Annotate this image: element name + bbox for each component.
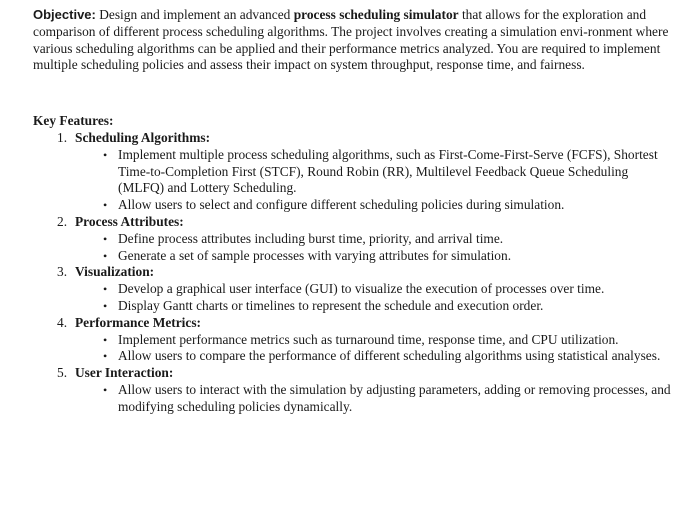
bullet-text: Display Gantt charts or timelines to represent the schedule and execution order. xyxy=(118,297,544,313)
feature-number: 4. xyxy=(57,314,68,330)
feature-name: Visualization: xyxy=(75,264,155,280)
objective-text-start: Design and implement an advanced xyxy=(95,7,294,22)
bullet-icon: • xyxy=(103,382,108,397)
bullet-list xyxy=(57,382,677,416)
feature-item xyxy=(57,130,677,214)
feature-number: 2. xyxy=(57,213,68,229)
bullet-item xyxy=(103,281,677,298)
bullet-icon: • xyxy=(103,231,108,246)
bullet-item xyxy=(103,381,677,416)
bullet-text: Generate a set of sample processes with varying attributes for simulation. xyxy=(118,247,512,263)
objective-bold-term: process scheduling simulator xyxy=(293,7,459,22)
bullet-text: Define process attributes including burst time, priority, and arrival time. xyxy=(118,230,504,246)
bullet-text: Allow users to select and configure different scheduling policies during simulation. xyxy=(118,197,565,213)
bullet-text: Allow users to compare the performance of different scheduling algorithms using statistical analyses. xyxy=(118,348,661,364)
bullet-text: Implement multiple process scheduling algorithms, such as First-Come-First-Serve (FCFS), Shortest Time-to-Completion First (STCF), Round Robin (RR), Multilevel Feedback Queue Scheduling (MLFQ) and Lottery Scheduling. xyxy=(118,146,658,196)
feature-name: User Interaction: xyxy=(75,365,174,381)
feature-number: 5. xyxy=(57,365,68,381)
bullet-icon: • xyxy=(103,147,108,162)
bullet-text: Implement performance metrics such as turnaround time, response time, and CPU utilization. xyxy=(118,331,619,347)
feature-title xyxy=(57,365,677,382)
feature-item xyxy=(57,264,677,314)
objective-paragraph xyxy=(33,7,683,74)
feature-number: 3. xyxy=(57,264,68,280)
bullet-item xyxy=(103,146,677,197)
bullet-icon: • xyxy=(103,198,108,213)
bullet-list xyxy=(57,147,677,214)
bullet-item xyxy=(103,297,677,315)
bullet-item xyxy=(103,348,677,365)
objective-text-end: that allows for the exploration and comparison of different process scheduling algorithms. The project involves creating a simulation envi-ronment where various scheduling algorithms can be applied and their performance metrics analyzed. You are required to implement multiple scheduling policies and assess their impact on system throughput, response time, and fairness. xyxy=(33,7,669,73)
bullet-icon: • xyxy=(103,298,108,313)
feature-name: Performance Metrics: xyxy=(75,314,202,330)
feature-number: 1. xyxy=(57,130,68,145)
bullet-icon: • xyxy=(103,349,108,364)
objective-label: Objective: xyxy=(33,7,96,22)
bullet-text: Allow users to interact with the simulation by adjusting parameters, adding or removing processes, and modifying scheduling policies dynamically. xyxy=(118,381,671,414)
feature-list xyxy=(57,130,677,416)
feature-item xyxy=(57,365,677,415)
feature-item xyxy=(57,214,677,264)
feature-name: Scheduling Algorithms: xyxy=(75,130,211,145)
bullet-icon: • xyxy=(103,332,108,347)
bullet-list xyxy=(57,332,677,366)
feature-name: Process Attributes: xyxy=(75,213,184,229)
bullet-item xyxy=(103,230,677,248)
feature-title xyxy=(57,264,677,281)
feature-title xyxy=(57,130,677,147)
feature-item xyxy=(57,315,677,365)
bullet-item xyxy=(103,331,677,349)
feature-title xyxy=(57,214,677,231)
feature-title xyxy=(57,315,677,332)
bullet-icon: • xyxy=(103,248,108,263)
bullet-icon: • xyxy=(103,282,108,297)
bullet-list xyxy=(57,281,677,315)
bullet-item xyxy=(103,247,677,265)
bullet-item xyxy=(103,197,677,214)
bullet-list xyxy=(57,231,677,265)
bullet-text: Develop a graphical user interface (GUI) to visualize the execution of processes over time. xyxy=(118,281,605,297)
key-features-heading: Key Features: xyxy=(33,113,114,128)
